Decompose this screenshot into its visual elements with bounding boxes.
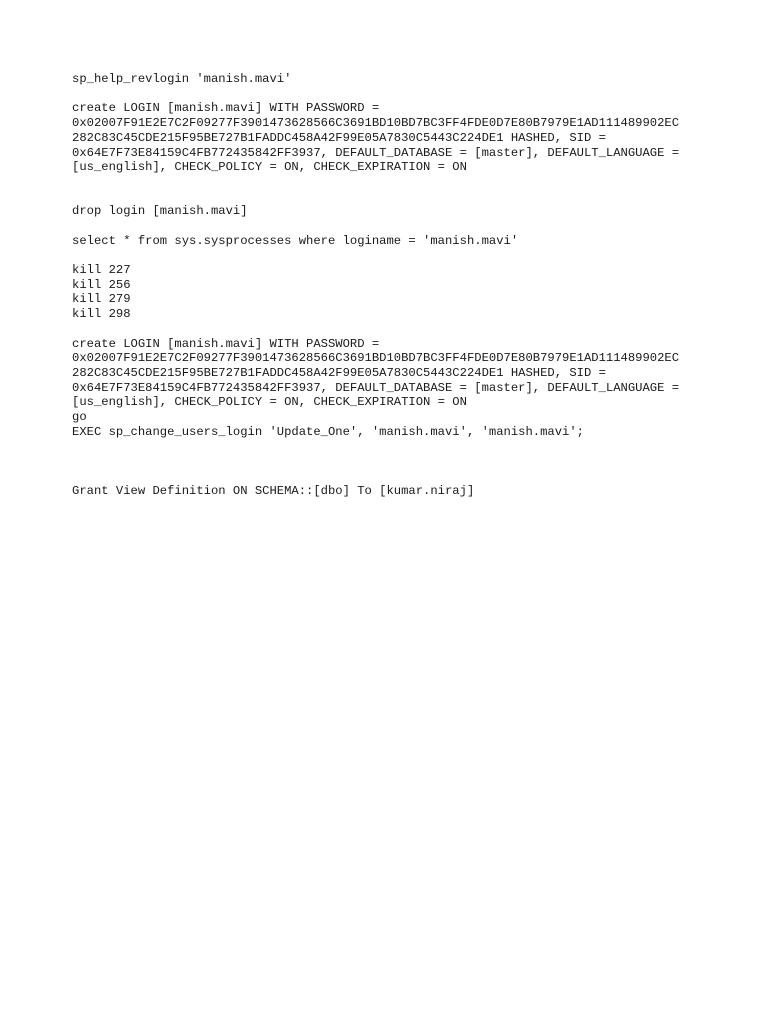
line-go: go (72, 410, 87, 425)
line-create-login-2: create LOGIN [manish.mavi] WITH PASSWORD = (72, 336, 380, 351)
blank-line (72, 190, 752, 205)
line-password-hash-2b: 282C83C45CDE215F95BE727B1FADDC458A42F99E05A7830C5443C224DE1 HASHED, SID = (72, 365, 606, 380)
line-password-hash-1b: 282C83C45CDE215F95BE727B1FADDC458A42F99E05A7830C5443C224DE1 HASHED, SID = (72, 130, 606, 145)
blank-line (72, 219, 752, 234)
line-drop-login: drop login [manish.mavi] (72, 204, 248, 219)
line-kill-256: kill 256 (72, 277, 131, 292)
line-select-sysprocesses: select * from sys.sysprocesses where loginame = 'manish.mavi' (72, 233, 519, 248)
line-kill-298: kill 298 (72, 307, 131, 322)
blank-line (72, 87, 752, 102)
line-sid-2: 0x64E7F73E84159C4FB772435842FF3937, DEFAULT_DATABASE = [master], DEFAULT_LANGUAGE = (72, 380, 680, 395)
line-kill-279: kill 279 (72, 292, 131, 307)
line-policy-2: [us_english], CHECK_POLICY = ON, CHECK_EXPIRATION = ON (72, 395, 467, 410)
blank-line (72, 454, 752, 469)
line-help-revlogin: sp_help_revlogin 'manish.mavi' (72, 72, 292, 86)
blank-line (72, 322, 752, 337)
line-exec-change-users-login: EXEC sp_change_users_login 'Update_One', 'manish.mavi', 'manish.mavi'; (72, 424, 584, 439)
line-policy-1: [us_english], CHECK_POLICY = ON, CHECK_EXPIRATION = ON (72, 160, 467, 175)
line-password-hash-1a: 0x02007F91E2E7C2F09277F3901473628566C3691BD10BD7BC3FF4FDE0D7E80B7979E1AD111489902EC (72, 116, 680, 131)
line-grant-view-definition: Grant View Definition ON SCHEMA::[dbo] To [kumar.niraj] (72, 483, 475, 498)
line-sid-1: 0x64E7F73E84159C4FB772435842FF3937, DEFAULT_DATABASE = [master], DEFAULT_LANGUAGE = (72, 145, 680, 160)
line-create-login-1: create LOGIN [manish.mavi] WITH PASSWORD = (72, 101, 380, 116)
blank-line (72, 439, 752, 454)
sql-script-text (72, 72, 752, 498)
line-kill-227: kill 227 (72, 263, 131, 278)
blank-line (72, 248, 752, 263)
line-password-hash-2a: 0x02007F91E2E7C2F09277F3901473628566C3691BD10BD7BC3FF4FDE0D7E80B7979E1AD111489902EC (72, 351, 680, 366)
blank-line (72, 175, 752, 190)
blank-line (72, 469, 752, 484)
